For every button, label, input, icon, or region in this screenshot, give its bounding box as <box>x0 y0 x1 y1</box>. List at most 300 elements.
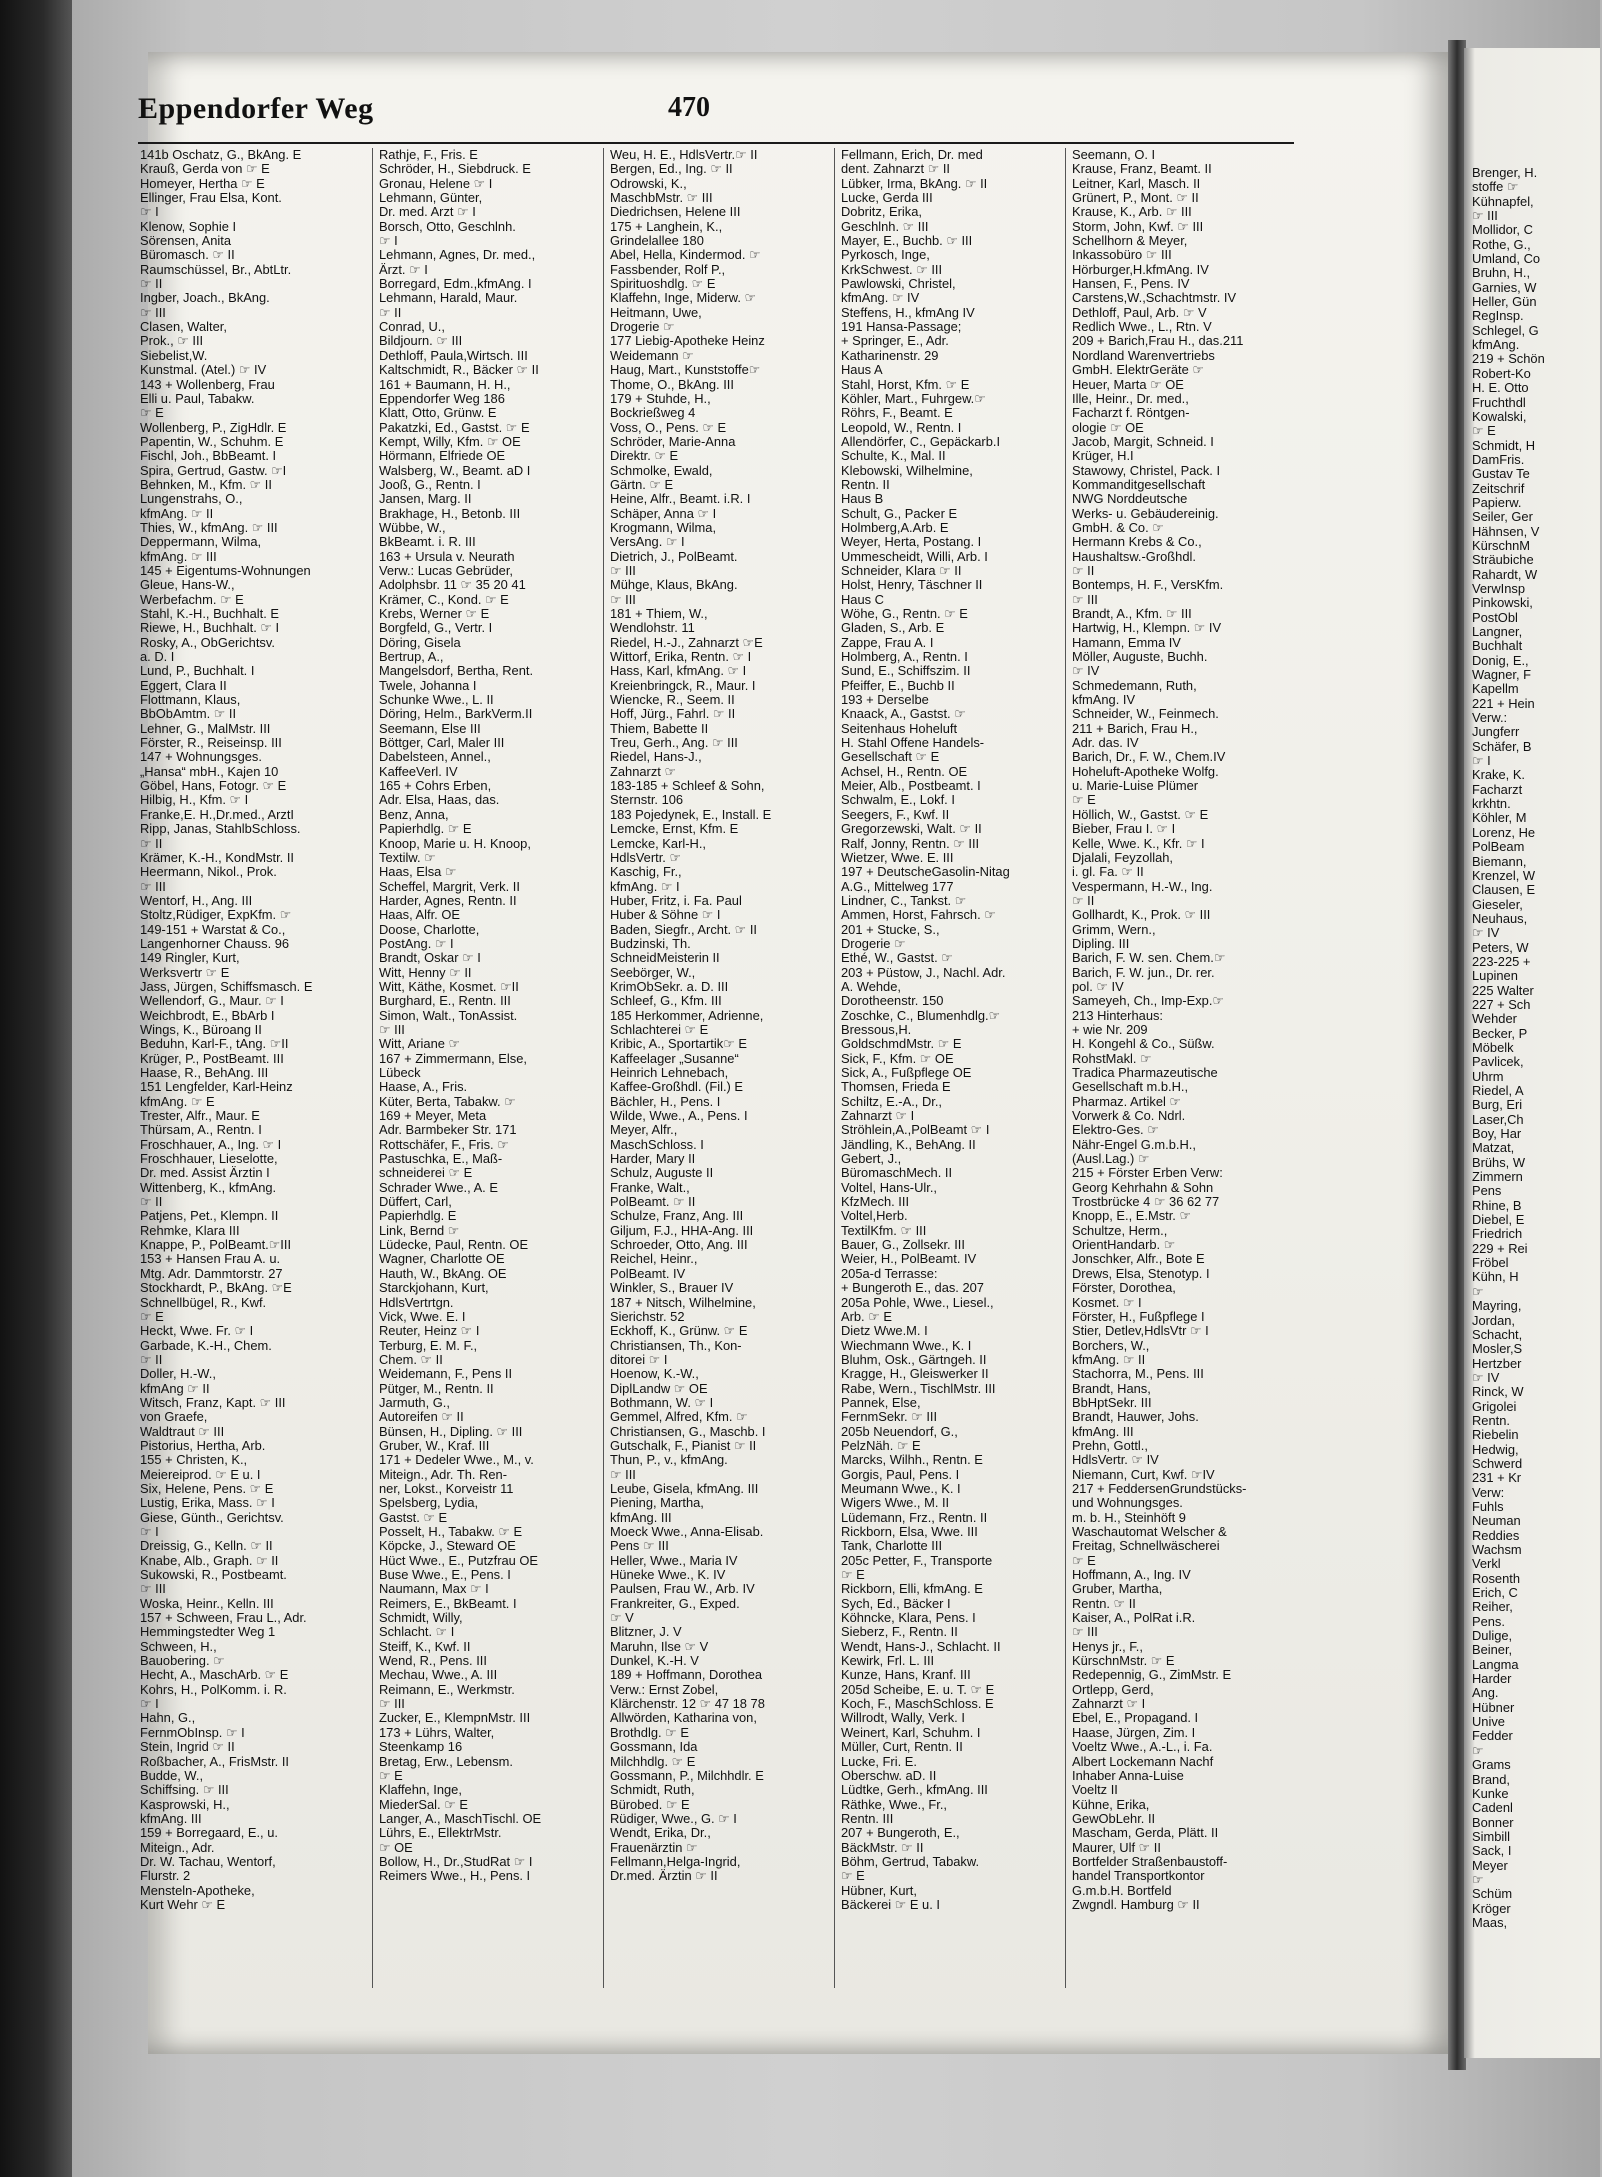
directory-entry-line: Schulze, Franz, Ang. III <box>610 1208 744 1224</box>
directory-entry-line: 173 + Lührs, Walter, <box>379 1724 495 1740</box>
directory-entry-line: kfmAng. ☞ E <box>140 1093 215 1109</box>
directory-entry-line: BbHptSekr. III <box>1072 1394 1152 1410</box>
directory-entry-line: pol. ☞ IV <box>1072 978 1124 994</box>
directory-entry-line: Klatt, Otto, Grünw. E <box>379 405 497 421</box>
directory-entry-line: Flottmann, Klaus, <box>140 692 241 708</box>
directory-entry-line: schneiderei ☞ E <box>379 1165 473 1181</box>
directory-entry-line: GmbH. & Co. ☞ <box>1072 519 1164 535</box>
directory-entry-line: Kommanditgesellschaft <box>1072 476 1206 492</box>
directory-entry-line: Trester, Alfr., Maur. E <box>140 1108 260 1124</box>
directory-entry-line: Thiem, Babette II <box>610 720 709 736</box>
adjacent-entry-line: 231 + Kr <box>1472 1470 1522 1486</box>
directory-entry-line: Textilw. ☞ <box>379 849 436 865</box>
directory-entry-line: Fellmann, Erich, Dr. med <box>841 147 983 162</box>
directory-entry-line: Bollow, H., Dr.,StudRat ☞ I <box>379 1853 533 1869</box>
directory-entry-line: kfmAng. III <box>610 1509 672 1525</box>
directory-entry-line: DiplLandw ☞ OE <box>610 1380 708 1396</box>
adjacent-entry-line: Mayring, <box>1472 1298 1522 1314</box>
directory-entry-line: Gesellschaft m.b.H., <box>1072 1079 1189 1095</box>
directory-entry-line: BüromaschMech. II <box>841 1165 953 1181</box>
directory-entry-line: Schneider, Klara ☞ II <box>841 562 962 578</box>
directory-page <box>138 52 1451 2054</box>
directory-entry-line: Haus B <box>841 491 884 507</box>
directory-entry-line: Wings, K., Büroang II <box>140 1021 262 1037</box>
directory-entry-line: Dr.med. Ärztin ☞ II <box>610 1868 718 1884</box>
directory-entry-line: Waschautomat Welscher & <box>1072 1524 1227 1539</box>
directory-entry-line: Lührs, E., EllektrMstr. <box>379 1825 502 1841</box>
directory-entry-line: Sierichstr. 52 <box>610 1308 685 1324</box>
adjacent-entry-line: Neuman <box>1472 1513 1521 1529</box>
directory-entry-line: Voss, O., Pens. ☞ E <box>610 419 727 435</box>
adjacent-entry-line: Burg, Eri <box>1472 1097 1523 1113</box>
directory-entry-line: Barich, F. W. jun., Dr. rer. <box>1072 964 1215 980</box>
directory-entry-line: HdlsVertr. ☞ <box>610 849 682 865</box>
directory-entry-line: Pistorius, Hertha, Arb. <box>140 1437 266 1453</box>
adjacent-entry-line: Brühs, W <box>1472 1154 1526 1170</box>
directory-entry-line: Zucker, E., KlempnMstr. III <box>379 1710 531 1726</box>
directory-entry-line: Sick, A., Fußpflege OE <box>841 1065 972 1080</box>
adjacent-entry-line: Pavlicek, <box>1472 1054 1524 1070</box>
adjacent-entry-line: Clausen, E <box>1472 882 1536 898</box>
directory-entry-line: Ströhlein,A.,PolBeamt ☞ I <box>841 1122 990 1138</box>
directory-entry-line: Gutschalk, F., Pianist ☞ II <box>610 1437 757 1453</box>
directory-entry-line: Pütger, M., Rentn. II <box>379 1380 494 1396</box>
directory-entry-line: Grindelallee 180 <box>610 233 704 249</box>
adjacent-entry-line: Robert-Ko <box>1472 365 1531 381</box>
directory-entry-line: ☞ E <box>1072 1552 1096 1568</box>
directory-entry-line: Krüger, H.I <box>1072 448 1134 464</box>
directory-entry-line: Gleue, Hans-W., <box>140 577 235 593</box>
directory-entry-line: Schmolke, Ewald, <box>610 462 713 478</box>
adjacent-entry-line: stoffe ☞ <box>1472 179 1519 195</box>
directory-entry-line: 217 + FeddersenGrundstücks- <box>1072 1480 1247 1496</box>
directory-entry-line: Lübker, Irma, BkAng. ☞ II <box>841 175 988 191</box>
directory-entry-line: Heermann, Nikol., Prok. <box>140 864 277 880</box>
directory-entry-line: Schroeder, Otto, Ang. III <box>610 1237 748 1253</box>
directory-entry-line: Verw.: Ernst Zobel, <box>610 1681 719 1697</box>
adjacent-entry-line: Kühn, H <box>1472 1269 1519 1285</box>
directory-entry-line: Burghard, E., Rentn. III <box>379 993 511 1009</box>
directory-entry-line: Kaschig, Fr., <box>610 864 682 880</box>
directory-entry-line: Klebowski, Wilhelmine, <box>841 462 973 478</box>
directory-entry-line: Kaffee-Großhdl. (Fil.) E <box>610 1079 744 1095</box>
directory-entry-line: Inhaber Anna-Luise <box>1072 1767 1184 1783</box>
directory-entry-line: Meiereiprod. ☞ E u. I <box>140 1466 261 1482</box>
directory-entry-line: Wöhe, G., Rentn. ☞ E <box>841 606 968 621</box>
adjacent-entry-line: Jungferr <box>1472 724 1520 740</box>
directory-entry-line: Langenhorner Chauss. 96 <box>140 935 290 951</box>
directory-entry-line: Zahnarzt ☞ <box>610 763 677 779</box>
adjacent-entry-line: Buchhalt <box>1472 638 1523 654</box>
directory-entry-line: HdlsVertrtgn. <box>379 1294 454 1310</box>
directory-entry-line: MaschSchloss. I <box>610 1136 704 1152</box>
directory-entry-line: Seemann, O. I <box>1072 147 1156 162</box>
directory-entry-line: Wübbe, W., <box>379 519 446 535</box>
directory-entry-line: Brakhage, H., Betonb. III <box>379 505 521 521</box>
directory-entry-line: Baden, Siegfr., Archt. ☞ II <box>610 921 757 937</box>
directory-entry-line: Georg Kehrhahn & Sohn <box>1072 1179 1214 1195</box>
directory-entry-line: Benz, Anna, <box>379 806 449 822</box>
directory-entry-line: Eppendorfer Weg 186 <box>379 390 505 406</box>
directory-entry-line: Ellinger, Frau Elsa, Kont. <box>140 190 282 206</box>
directory-entry-line: Riewe, H., Buchhalt. ☞ I <box>140 620 280 636</box>
directory-entry-line: Gossmann, P., Milchhdlr. E <box>610 1767 764 1783</box>
directory-entry-line: Vespermann, H.-W., Ing. <box>1072 878 1213 894</box>
directory-entry-line: Gärtn. ☞ E <box>610 476 674 492</box>
directory-entry-line: 205a-d Terrasse: <box>841 1265 938 1281</box>
adjacent-entry-line: Mosler,S <box>1472 1341 1523 1357</box>
directory-entry-line: Odrowski, K., <box>610 175 687 191</box>
adjacent-entry-line: Neuhaus, <box>1472 910 1528 926</box>
directory-entry-line: Freitag, Schnellwäscherei <box>1072 1538 1220 1554</box>
directory-entry-line: Schneider, W., Feinmech. <box>1072 706 1219 722</box>
directory-entry-line: Rabe, Wern., TischlMstr. III <box>841 1380 996 1396</box>
directory-entry-line: Dabelsteen, Annel., <box>379 749 491 765</box>
directory-entry-line: Räthke, Wwe., Fr., <box>841 1796 948 1812</box>
adjacent-entry-line: Langma <box>1472 1656 1519 1672</box>
directory-entry-line: Röhrs, F., Beamt. E <box>841 405 953 421</box>
directory-entry-line: Dr. med. Arzt ☞ I <box>379 204 476 220</box>
directory-entry-line: NWG Norddeutsche <box>1072 491 1188 507</box>
directory-entry-line: Steenkamp 16 <box>379 1739 463 1755</box>
adjacent-entry-line: Schacht, <box>1472 1326 1523 1342</box>
directory-entry-line: Budde, W., <box>140 1767 204 1783</box>
directory-entry-line: Autoreifen ☞ II <box>379 1409 464 1425</box>
directory-entry-line: Vorwerk & Co. Ndrl. <box>1072 1108 1186 1124</box>
directory-entry-line: Krogmann, Wilma, <box>610 519 717 535</box>
directory-entry-line: Förster, R., Reiseinsp. III <box>140 735 282 751</box>
directory-entry-line: Drogerie ☞ <box>610 319 675 335</box>
directory-entry-line: 197 + DeutscheGasolin-Nitag <box>841 864 1010 880</box>
directory-entry-line: Lehmann, Harald, Maur. <box>379 290 518 306</box>
directory-entry-line: GewObLehr. II <box>1072 1810 1156 1826</box>
directory-entry-line: Spirituoshdlg. ☞ E <box>610 276 716 292</box>
adjacent-entry-line: KürschnM <box>1472 537 1531 553</box>
directory-entry-line: Döring, Gisela <box>379 634 461 650</box>
directory-entry-line: Huber, Fritz, i. Fa. Paul <box>610 892 742 908</box>
adjacent-entry-line: Wachsm <box>1472 1542 1522 1557</box>
directory-entry-line: ☞ I <box>379 233 398 249</box>
directory-entry-line: Krauß, Gerda von ☞ E <box>140 161 270 177</box>
directory-entry-line: Lehmann, Günter, <box>379 190 483 206</box>
adjacent-entry-line: Rinck, W <box>1472 1384 1524 1400</box>
directory-entry-line: ☞ II <box>140 276 163 292</box>
directory-entry-line: Miteign., Adr. <box>140 1839 215 1855</box>
directory-entry-line: Knopp, E., E.Mstr. ☞ <box>1072 1208 1192 1224</box>
directory-entry-line: Treu, Gerh., Ang. ☞ III <box>610 735 738 751</box>
adjacent-entry-line: Sträubiche <box>1472 552 1534 568</box>
directory-entry-line: Simon, Walt., TonAssist. <box>379 1007 518 1023</box>
directory-entry-line: Dobritz, Erika, <box>841 204 922 220</box>
directory-entry-line: 149-151 + Warstat & Co., <box>140 921 286 937</box>
adjacent-entry-line: kfmAng. <box>1472 337 1520 353</box>
directory-entry-line: Hörburger,H.kfmAng. IV <box>1072 261 1209 277</box>
directory-entry-line: Bergen, Ed., Ing. ☞ II <box>610 161 733 177</box>
directory-entry-line: 163 + Ursula v. Neurath <box>379 548 515 564</box>
directory-entry-line: Hoheluft-Apotheke Wolfg. <box>1072 763 1219 779</box>
directory-entry-line: Knaack, A., Gastst. ☞ <box>841 706 966 722</box>
directory-entry-line: Wigers Wwe., M. II <box>841 1495 950 1511</box>
directory-entry-line: Hübner, Kurt, <box>841 1882 917 1898</box>
directory-entry-line: Marcks, Wilhh., Rentn. E <box>841 1452 983 1468</box>
directory-entry-line: Heine, Alfr., Beamt. i.R. I <box>610 491 751 507</box>
directory-entry-line: Dipling. III <box>1072 935 1130 951</box>
directory-entry-line: Gladen, S., Arb. E <box>841 620 945 636</box>
directory-entry-line: Rentn. II <box>841 476 890 492</box>
directory-entry-line: Bertrup, A., <box>379 649 444 665</box>
directory-entry-line: Böttger, Carl, Maler III <box>379 735 505 751</box>
directory-entry-line: Kohrs, H., PolKomm. i. R. <box>140 1681 287 1697</box>
adjacent-entry-line: Lorenz, He <box>1472 824 1536 840</box>
directory-entry-line: Hüct Wwe., E., Putzfrau OE <box>379 1552 539 1568</box>
directory-entry-line: Djalali, Feyzollah, <box>1072 849 1174 865</box>
directory-entry-line: Mensteln-Apotheke, <box>140 1882 255 1898</box>
directory-entry-line: Paulsen, Frau W., Arb. IV <box>610 1581 755 1597</box>
adjacent-page-fragment <box>1464 48 1600 2058</box>
directory-entry-line: ☞ E <box>379 1767 403 1783</box>
directory-entry-line: Homeyer, Hertha ☞ E <box>140 175 265 191</box>
directory-entry-line: 201 + Stucke, S., <box>841 921 940 937</box>
directory-entry-line: Dietrich, J., PolBeamt. <box>610 548 738 564</box>
directory-entry-line: Henys jr., F., <box>1072 1638 1143 1654</box>
directory-entry-line: Riedel, Hans-J., <box>610 749 702 765</box>
directory-entry-line: ☞ II <box>140 1351 163 1367</box>
directory-entry-line: ☞ IV <box>1072 663 1100 679</box>
directory-entry-line: Fischl, Joh., BbBeamt. I <box>140 448 277 464</box>
directory-entry-line: Witt, Ariane ☞ <box>379 1036 461 1052</box>
directory-entry-line: kfmAng. III <box>140 1810 202 1826</box>
directory-entry-line: 155 + Christen, K., <box>140 1452 248 1468</box>
directory-entry-line: Posselt, H., Tabakw. ☞ E <box>379 1524 523 1539</box>
directory-entry-line: Sund, E., Schiffszim. II <box>841 663 971 679</box>
directory-entry-line: „Hansa“ mbH., Kajen 10 <box>140 763 279 779</box>
directory-entry-line: MiederSal. ☞ E <box>379 1796 468 1812</box>
directory-entry-line: Wendlohstr. 11 <box>610 620 695 636</box>
directory-entry-line: Krause, Franz, Beamt. II <box>1072 161 1212 177</box>
adjacent-entry-line: Schwerd <box>1472 1455 1523 1471</box>
directory-entry-line: Rentn. III <box>841 1810 894 1826</box>
directory-entry-line: Jändling, K., BehAng. II <box>841 1136 976 1152</box>
directory-entry-line: kfmAng. III <box>1072 1423 1134 1439</box>
directory-entry-line: Brandt, Hans, <box>1072 1380 1151 1396</box>
adjacent-entry-line: ☞ IV <box>1472 925 1500 941</box>
directory-entry-line: Pfeiffer, E., Buchb II <box>841 677 955 693</box>
adjacent-entry-line: Kunke <box>1472 1785 1509 1801</box>
directory-entry-line: Eckhoff, K., Grünw. ☞ E <box>610 1323 748 1339</box>
directory-entry-line: Raumschüssel, Br., AbtLtr. <box>140 261 292 277</box>
directory-entry-line: Witt, Käthe, Kosmet. ☞II <box>379 978 519 994</box>
directory-entry-line: 183 Pojedynek, E., Install. E <box>610 806 772 822</box>
directory-entry-line: Bäckerei ☞ E u. I <box>841 1896 940 1912</box>
directory-entry-line: Küter, Berta, Tabakw. ☞ <box>379 1093 516 1109</box>
directory-entry-line: a. D. I <box>140 649 175 665</box>
directory-entry-line: Hermann Krebs & Co., <box>1072 534 1202 550</box>
directory-entry-line: TextilKfm. ☞ III <box>841 1222 927 1238</box>
directory-entry-line: Barich, F. W. sen. Chem.☞ <box>1072 950 1226 966</box>
directory-entry-line: Witsch, Franz, Kapt. ☞ III <box>140 1394 286 1410</box>
directory-entry-line: Kragge, H., Gleiswerker II <box>841 1366 989 1382</box>
entry-column-4 <box>834 148 1059 1988</box>
directory-entry-line: Jacob, Margit, Schneid. I <box>1072 433 1214 449</box>
directory-entry-line: Döring, Helm., BarkVerm.II <box>379 706 533 722</box>
directory-entry-line: Jarmuth, G., <box>379 1394 450 1410</box>
directory-entry-line: Pawlowski, Christel, <box>841 276 956 292</box>
directory-entry-line: KfzMech. III <box>841 1194 910 1210</box>
directory-entry-line: 207 + Bungeroth, E., <box>841 1825 960 1841</box>
adjacent-entry-line: Matzat, <box>1472 1140 1515 1156</box>
directory-entry-line: ☞ III <box>1072 591 1098 607</box>
directory-entry-line: Bauobering. ☞ <box>140 1653 225 1669</box>
adjacent-entry-line: Sack, I <box>1472 1843 1512 1859</box>
directory-entry-line: Katharinenstr. 29 <box>841 347 939 363</box>
adjacent-entry-line: Erich, C <box>1472 1585 1518 1601</box>
directory-entry-line: Drews, Elsa, Stenotyp. I <box>1072 1265 1210 1281</box>
directory-entry-line: Kaltschmidt, R., Bäcker ☞ II <box>379 362 539 378</box>
directory-entry-line: Stahl, K.-H., Buchhalt. E <box>140 606 279 621</box>
directory-entry-line: 165 + Cohrs Erben, <box>379 778 492 794</box>
directory-entry-line: Redlich Wwe., L., Rtn. V <box>1072 319 1212 335</box>
directory-entry-line: Leube, Gisela, kfmAng. III <box>610 1480 759 1496</box>
directory-entry-line: ☞ I <box>140 1696 159 1712</box>
directory-entry-line: Schlachterei ☞ E <box>610 1021 709 1037</box>
directory-entry-line: Stier, Detlev,HdlsVtr ☞ I <box>1072 1323 1209 1339</box>
directory-entry-line: Schrader Wwe., A. E <box>379 1179 498 1195</box>
directory-entry-line: Krüger, P., PostBeamt. III <box>140 1050 284 1066</box>
directory-entry-line: Rüdiger, Wwe., G. ☞ I <box>610 1810 737 1826</box>
adjacent-entry-line: Grigolei <box>1472 1398 1517 1414</box>
adjacent-entry-line: Grams <box>1472 1757 1511 1773</box>
directory-entry-line: Grimm, Wern., <box>1072 921 1156 937</box>
directory-entry-line: Mangelsdorf, Bertha, Rent. <box>379 663 534 679</box>
adjacent-entry-line: Cadenl <box>1472 1800 1513 1816</box>
directory-entry-line: Scheffel, Margrit, Verk. II <box>379 878 520 894</box>
adjacent-entry-line: Bonner <box>1472 1814 1514 1830</box>
directory-entry-line: Bluhm, Osk., Gärtngeh. II <box>841 1351 987 1367</box>
directory-entry-line: Froschhauer, Lieselotte, <box>140 1151 278 1167</box>
adjacent-entry-line: krkhtn. <box>1472 796 1511 812</box>
directory-entry-line: + wie Nr. 209 <box>1072 1021 1148 1037</box>
directory-entry-line: Wittorf, Erika, Rentn. ☞ I <box>610 649 752 665</box>
directory-entry-line: Leopold, W., Rentn. I <box>841 419 962 435</box>
directory-entry-line: Dr. med. Assist Ärztin I <box>140 1165 270 1181</box>
directory-entry-line: Förster, H., Fußpflege I <box>1072 1308 1205 1324</box>
directory-entry-line: Jass, Jürgen, Schiffsmasch. E <box>140 978 313 994</box>
adjacent-entry-line: Reiher, <box>1472 1599 1513 1615</box>
adjacent-entry-line: Beiner, <box>1472 1642 1513 1658</box>
directory-entry-line: Hoff, Jürg., Fahrl. ☞ II <box>610 706 736 722</box>
directory-entry-line: ologie ☞ OE <box>1072 419 1144 435</box>
adjacent-entry-line: Hedwig, <box>1472 1441 1519 1457</box>
adjacent-page-column <box>1472 166 1602 1930</box>
directory-entry-line: Starckjohann, Kurt, <box>379 1280 489 1296</box>
entry-columns <box>140 148 1290 1988</box>
directory-entry-line: PolBeamt. IV <box>610 1265 686 1281</box>
directory-entry-line: Lehner, G., MalMstr. III <box>140 720 271 736</box>
directory-entry-line: u. Marie-Luise Plümer <box>1072 778 1199 794</box>
adjacent-entry-line: Verw.: <box>1472 710 1508 726</box>
directory-entry-line: Seebörger, W., <box>610 964 696 980</box>
directory-entry-line: Klaffehn, Inge, Miderw. ☞ <box>610 290 757 306</box>
directory-entry-line: Kribic, A., Sportartik☞ E <box>610 1036 747 1052</box>
directory-entry-line: Haus C <box>841 591 884 607</box>
directory-entry-line: Krämer, C., Kond. ☞ E <box>379 591 509 607</box>
directory-entry-line: Krause, K., Arb. ☞ III <box>1072 204 1192 220</box>
directory-entry-line: Hartwig, H., Klempn. ☞ IV <box>1072 620 1222 636</box>
directory-entry-line: Bockrießweg 4 <box>610 405 696 421</box>
entry-column-3 <box>603 148 828 1988</box>
directory-entry-line: Walsberg, W., Beamt. aD I <box>379 462 531 478</box>
directory-entry-line: Zahnarzt ☞ I <box>1072 1696 1146 1712</box>
street-title: Eppendorfer Weg <box>138 92 374 125</box>
directory-entry-line: Allendörfer, C., Gepäckarb.I <box>841 433 1001 449</box>
directory-entry-line: Six, Helene, Pens. ☞ E <box>140 1480 274 1496</box>
directory-entry-line: 169 + Meyer, Meta <box>379 1108 487 1124</box>
adjacent-entry-line: Maas, <box>1472 1914 1508 1930</box>
adjacent-entry-line: PolBeam <box>1472 839 1525 855</box>
directory-entry-line: 205b Neuendorf, G., <box>841 1423 958 1439</box>
directory-entry-line: Christiansen, Th., Kon- <box>610 1337 742 1353</box>
directory-entry-line: ☞ E <box>841 1868 865 1884</box>
directory-entry-line: Gronau, Helene ☞ I <box>379 175 493 191</box>
directory-entry-line: Wittenberg, K., kfmAng. <box>140 1179 277 1195</box>
directory-entry-line: ☞ E <box>140 1308 164 1324</box>
directory-entry-line: Meier, Alb., Postbeamt. I <box>841 778 981 794</box>
directory-entry-line: Bünsen, H., Dipling. ☞ III <box>379 1423 523 1439</box>
directory-entry-line: Achsel, H., Rentn. OE <box>841 763 968 779</box>
directory-entry-line: Willrodt, Wally, Verk. I <box>841 1710 965 1726</box>
directory-entry-line: Schmidt, Willy, <box>379 1610 463 1626</box>
adjacent-entry-line: 229 + Rei <box>1472 1240 1528 1256</box>
directory-entry-line: SchneidMeisterin II <box>610 950 720 966</box>
directory-entry-line: Gebert, J., <box>841 1151 902 1167</box>
directory-entry-line: ☞ III <box>610 562 636 578</box>
directory-entry-line: Borsch, Otto, Geschlnh. <box>379 218 516 234</box>
adjacent-entry-line: Langner, <box>1472 624 1523 639</box>
directory-entry-line: Zappe, Frau A. I <box>841 634 934 650</box>
adjacent-entry-line: Wagner, F <box>1472 667 1531 683</box>
directory-entry-line: Diedrichsen, Helene III <box>610 204 741 220</box>
directory-entry-line: Milchhdlg. ☞ E <box>610 1753 696 1769</box>
directory-entry-line: RohstMakl. ☞ <box>1072 1050 1152 1066</box>
directory-entry-line: Dethloff, Paul, Arb. ☞ V <box>1072 304 1207 320</box>
directory-entry-line: Voltel, Hans-Ulr., <box>841 1179 937 1195</box>
directory-entry-line: Schellhorn & Meyer, <box>1072 233 1188 249</box>
directory-entry-line: Schäper, Anna ☞ I <box>610 505 717 521</box>
adjacent-entry-line: Biemann, <box>1472 853 1527 869</box>
directory-entry-line: Huber & Söhne ☞ I <box>610 907 721 923</box>
directory-entry-line: Nähr-Engel G.m.b.H., <box>1072 1136 1196 1152</box>
directory-entry-line: 183-185 + Schleef & Sohn, <box>610 778 765 794</box>
directory-entry-line: Weier, H., PolBeamt. IV <box>841 1251 977 1267</box>
directory-entry-line: Bressous,H. <box>841 1021 912 1037</box>
directory-entry-line: ☞ III <box>140 1581 166 1597</box>
directory-entry-line: A.G., Mittelweg 177 <box>841 878 954 894</box>
directory-entry-line: Schmedemann, Ruth, <box>1072 677 1197 693</box>
adjacent-entry-line: VerwInsp <box>1472 580 1526 596</box>
directory-entry-line: Spelsberg, Lydia, <box>379 1495 479 1511</box>
directory-entry-line: Möller, Auguste, Buchh. <box>1072 649 1208 665</box>
directory-entry-line: Gruber, W., Kraf. III <box>379 1437 490 1453</box>
directory-entry-line: Sameyeh, Ch., Imp-Exp.☞ <box>1072 993 1224 1009</box>
directory-entry-line: Kewirk, Frl. L. III <box>841 1653 935 1669</box>
directory-entry-line: Hilbig, H., Kfm. ☞ I <box>140 792 249 808</box>
directory-entry-line: ☞ II <box>1072 562 1095 578</box>
adjacent-entry-line: 227 + Sch <box>1472 996 1531 1012</box>
directory-entry-line: kfmAng. ☞ I <box>610 878 680 894</box>
directory-entry-line: Giljum, F.J., HHA-Ang. III <box>610 1222 754 1238</box>
directory-entry-line: + Springer, E., Adr. <box>841 333 949 349</box>
directory-entry-line: kfmAng ☞ II <box>140 1380 210 1396</box>
